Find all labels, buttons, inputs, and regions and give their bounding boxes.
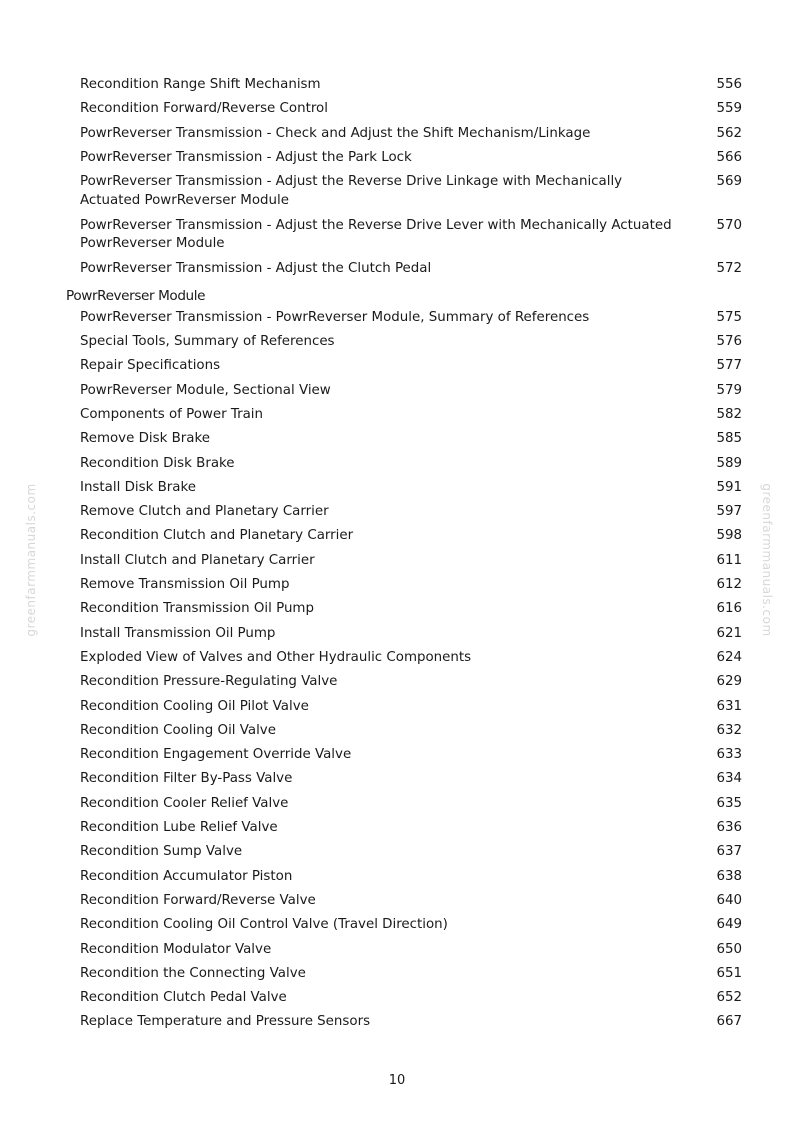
toc-entry[interactable]: [0, 746, 794, 770]
toc-entry[interactable]: [0, 795, 794, 819]
toc-entry-title: Recondition Cooler Relief Valve: [80, 795, 289, 811]
toc-entry-title: Recondition Accumulator Piston: [80, 868, 293, 884]
toc-entry-page: 562: [716, 125, 742, 141]
toc-entry-title: PowrReverser Module, Sectional View: [80, 382, 331, 398]
toc-entry-page: 616: [716, 601, 742, 617]
toc-entry-page: 612: [716, 577, 742, 593]
toc-entry[interactable]: [0, 868, 794, 892]
toc-entry-page: 598: [716, 528, 742, 544]
toc-entry[interactable]: [0, 941, 794, 965]
toc-entry-page: 591: [716, 479, 742, 495]
toc-entry-title: Recondition Engagement Override Valve: [80, 747, 352, 763]
toc-entry-title: Recondition Cooling Oil Pilot Valve: [80, 698, 309, 714]
toc-entry[interactable]: [0, 173, 794, 217]
toc-entry-page: 624: [716, 649, 742, 665]
toc-entry-page: 597: [716, 504, 742, 520]
toc-entry-title: Recondition Lube Relief Valve: [80, 820, 278, 836]
toc-entry-page: 651: [716, 965, 742, 981]
toc-entry[interactable]: [0, 819, 794, 843]
toc-entry-title: PowrReverser Transmission - PowrReverser Module, Summary of References: [80, 309, 590, 325]
toc-entry-page: 634: [716, 771, 742, 787]
toc-entry-title: Recondition Sump Valve: [80, 844, 243, 860]
toc-entry[interactable]: [0, 1013, 794, 1037]
toc-entry-title: PowrReverser Transmission - Adjust the Reverse Drive Lever with Mechanically Actuated PowrReverser Module: [80, 217, 672, 252]
toc-entry-title: Recondition Filter By-Pass Valve: [80, 771, 293, 787]
toc-entry-title: Repair Specifications: [80, 358, 221, 374]
toc-entry[interactable]: [0, 673, 794, 697]
toc-entry-page: 579: [716, 382, 742, 398]
toc-entry[interactable]: [0, 916, 794, 940]
watermark-right: greenfarmmanuals.com: [760, 483, 774, 637]
toc-entry[interactable]: [0, 260, 794, 284]
toc-entry[interactable]: [0, 333, 794, 357]
page-number: 10: [388, 1073, 406, 1088]
toc-entry-title: PowrReverser Transmission - Adjust the Reverse Drive Linkage with Mechanically Actuated PowrReverser Module: [80, 174, 623, 208]
toc-entry-title: Recondition Forward/Reverse Valve: [80, 892, 316, 908]
toc-section-title: PowrReverser Module: [66, 288, 206, 305]
toc-entry-title: Replace Temperature and Pressure Sensors: [80, 1014, 371, 1030]
toc-entry-title: Recondition Range Shift Mechanism: [80, 77, 321, 92]
toc-entry-title: PowrReverser Transmission - Check and Adjust the Shift Mechanism/Linkage: [80, 125, 591, 141]
toc-entry-page: 570: [716, 217, 742, 233]
watermark-left: greenfarmmanuals.com: [24, 483, 38, 637]
toc-entry[interactable]: [0, 600, 794, 624]
toc-entry-page: 585: [716, 431, 742, 447]
toc-section-heading: [0, 284, 794, 308]
toc-entry[interactable]: [0, 965, 794, 989]
toc-entry[interactable]: [0, 892, 794, 916]
toc-entry-page: 569: [716, 174, 742, 190]
toc-entry[interactable]: [0, 698, 794, 722]
toc-entry[interactable]: [0, 76, 794, 100]
toc-entry[interactable]: [0, 479, 794, 503]
toc-entry-page: 637: [716, 844, 742, 860]
toc-entry-title: Special Tools, Summary of References: [80, 334, 335, 350]
toc-entry[interactable]: [0, 552, 794, 576]
toc-entry[interactable]: [0, 989, 794, 1013]
toc-entry-title: Recondition Clutch and Planetary Carrier: [80, 528, 354, 544]
toc-entry-title: Recondition Cooling Oil Control Valve (Travel Direction): [80, 917, 448, 933]
toc-entry-page: 559: [716, 101, 742, 117]
toc-entry-title: PowrReverser Transmission - Adjust the Park Lock: [80, 149, 412, 165]
toc-entry-title: Recondition Cooling Oil Valve: [80, 722, 276, 738]
toc-entry[interactable]: [0, 455, 794, 479]
toc-entry-page: 638: [716, 868, 742, 884]
toc-entry-page: 632: [716, 722, 742, 738]
toc-entry-page: 621: [716, 625, 742, 641]
toc-entry[interactable]: [0, 357, 794, 381]
toc-entry-page: 611: [716, 552, 742, 568]
toc-entry-title: Install Disk Brake: [80, 479, 196, 495]
toc-entry-title: Recondition Pressure-Regulating Valve: [80, 674, 338, 690]
toc-entry-page: 576: [716, 334, 742, 350]
toc-entry-title: Install Clutch and Planetary Carrier: [80, 552, 315, 568]
toc-entry[interactable]: [0, 309, 794, 333]
toc-entry-title: Install Transmission Oil Pump: [80, 625, 276, 641]
toc-entry[interactable]: [0, 125, 794, 149]
toc-entry-title: Recondition Forward/Reverse Control: [80, 101, 328, 117]
toc-entry-page: 667: [716, 1014, 742, 1030]
toc-entry[interactable]: [0, 217, 794, 261]
toc-entry[interactable]: [0, 149, 794, 173]
toc-entry-title: Recondition Modulator Valve: [80, 941, 272, 957]
toc-entry-title: Recondition Disk Brake: [80, 455, 235, 471]
toc-entry-page: 635: [716, 795, 742, 811]
toc-entry-page: 633: [716, 747, 742, 763]
toc-entry[interactable]: [0, 527, 794, 551]
toc-entry[interactable]: [0, 100, 794, 124]
toc-entry-title: PowrReverser Transmission - Adjust the Clutch Pedal: [80, 261, 432, 277]
toc-entry-page: 556: [716, 77, 742, 92]
toc-entry-title: Recondition the Connecting Valve: [80, 965, 306, 981]
toc-entry-title: Recondition Transmission Oil Pump: [80, 601, 314, 617]
toc-entry[interactable]: [0, 430, 794, 454]
toc-entry-page: 582: [716, 406, 742, 422]
toc-entry[interactable]: [0, 843, 794, 867]
toc-entry-title: Remove Transmission Oil Pump: [80, 577, 290, 593]
toc-entry[interactable]: [0, 382, 794, 406]
toc-entry-page: 650: [716, 941, 742, 957]
toc-entry[interactable]: [0, 406, 794, 430]
toc-entry-title: Remove Disk Brake: [80, 431, 211, 447]
toc-entry-page: 566: [716, 149, 742, 165]
toc-entry[interactable]: [0, 722, 794, 746]
toc-entry-page: 636: [716, 820, 742, 836]
toc-entry-page: 575: [716, 309, 742, 325]
toc-entry-title: Recondition Clutch Pedal Valve: [80, 990, 287, 1006]
toc-entry[interactable]: [0, 625, 794, 649]
toc-entry[interactable]: [0, 649, 794, 673]
table-of-contents: [0, 76, 794, 1038]
toc-entry[interactable]: [0, 576, 794, 600]
toc-entry-page: 640: [716, 892, 742, 908]
toc-entry-page: 589: [716, 455, 742, 471]
toc-entry[interactable]: [0, 503, 794, 527]
toc-entry-title: Exploded View of Valves and Other Hydraulic Components: [80, 649, 472, 665]
toc-entry-page: 629: [716, 674, 742, 690]
toc-entry-title: Remove Clutch and Planetary Carrier: [80, 504, 329, 520]
toc-entry-page: 572: [716, 261, 742, 277]
toc-entry-page: 577: [716, 358, 742, 374]
toc-entry-page: 652: [716, 990, 742, 1006]
toc-entry-page: 631: [716, 698, 742, 714]
toc-entry-title: Components of Power Train: [80, 406, 264, 422]
toc-entry-page: 649: [716, 917, 742, 933]
toc-entry[interactable]: [0, 770, 794, 794]
